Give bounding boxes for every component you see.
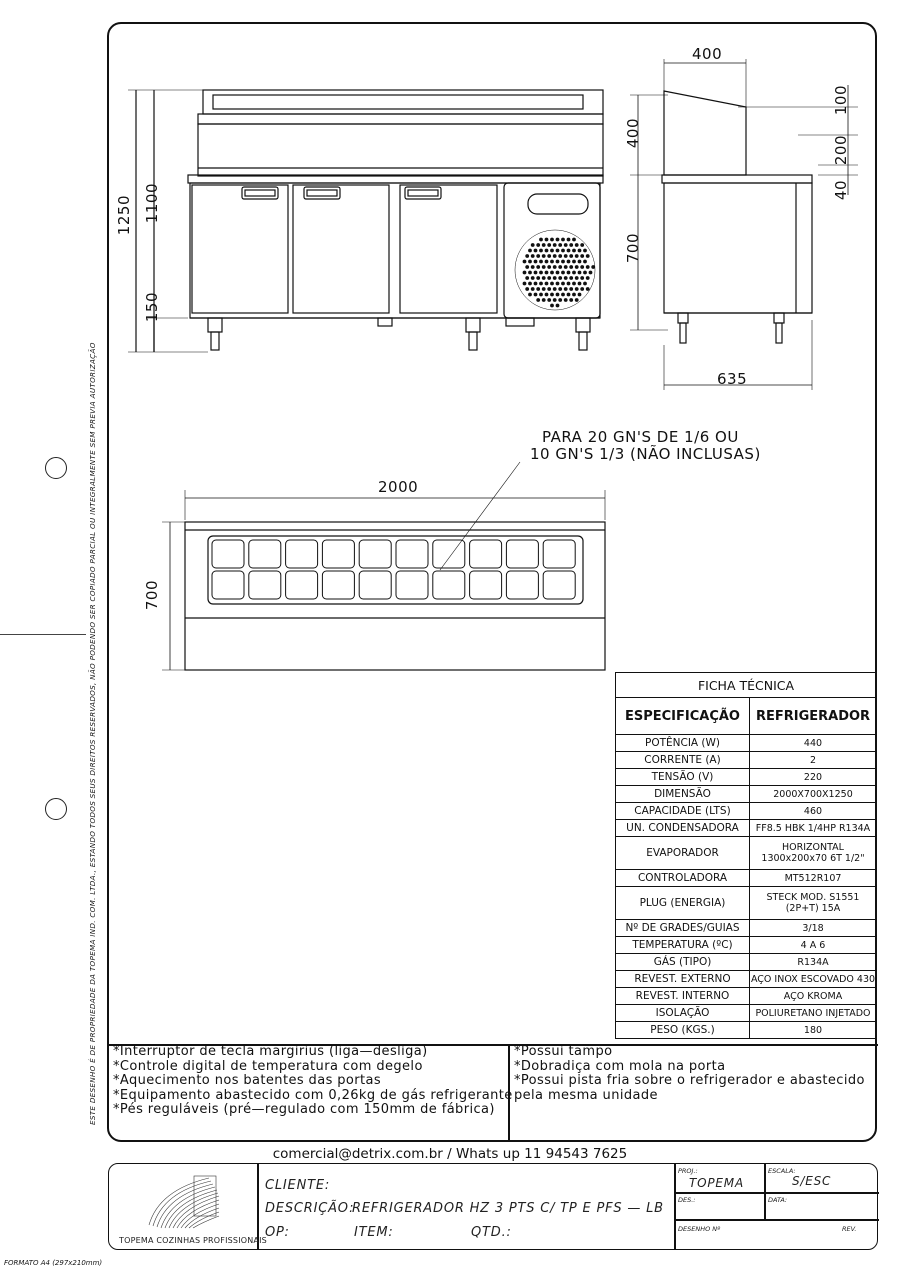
format-label: FORMATO A4 (297x210mm) <box>4 1259 103 1267</box>
spec-row <box>616 769 877 786</box>
grille-hole <box>580 254 584 258</box>
grille-hole <box>556 293 560 297</box>
spec-row-value: 180 <box>750 1022 877 1039</box>
spec-row-label: POTÊNCIA (W) <box>616 735 750 752</box>
grille-hole <box>558 254 562 258</box>
spec-row-value: 2000X700X1250 <box>750 786 877 803</box>
note-line: *Controle digital de temperatura com degelo <box>113 1058 423 1074</box>
gn-pan-slot <box>286 571 318 599</box>
spec-row-value: AÇO KROMA <box>750 988 877 1005</box>
grille-hole <box>556 304 560 308</box>
grille-hole <box>528 282 532 286</box>
grille-hole <box>586 287 590 291</box>
grille-hole <box>539 271 543 275</box>
spec-row <box>616 1005 877 1022</box>
grille-hole <box>556 249 560 253</box>
spec-row-label: REVEST. INTERNO <box>616 988 750 1005</box>
grille-hole <box>591 265 595 269</box>
spec-col-spec: ESPECIFICAÇÃO <box>616 698 750 735</box>
grille-hole <box>561 282 565 286</box>
gn-pan-slot <box>322 540 354 568</box>
grille-hole <box>547 243 551 247</box>
spec-title: FICHA TÉCNICA <box>616 673 877 698</box>
spec-row-value: HORIZONTAL 1300x200x70 6T 1/2" <box>750 837 877 870</box>
grille-hole <box>564 276 568 280</box>
gn-pan-slot <box>396 571 428 599</box>
company-name: TOPEMA COZINHAS PROFISSIONAIS <box>119 1236 267 1245</box>
grille-hole <box>580 287 584 291</box>
grille-hole <box>536 265 540 269</box>
op-label: OP: <box>265 1225 290 1240</box>
grille-hole <box>545 249 549 253</box>
spec-row-label: PLUG (ENERGIA) <box>616 887 750 920</box>
grille-hole <box>525 265 529 269</box>
grille-hole <box>545 293 549 297</box>
gn-pan-slot <box>470 540 502 568</box>
front-view-drawing <box>108 60 618 360</box>
grille-hole <box>567 249 571 253</box>
grille-hole <box>567 238 571 242</box>
grille-hole <box>558 276 562 280</box>
dim-side-depth-total: 635 <box>717 370 748 388</box>
spec-row <box>616 735 877 752</box>
grille-hole <box>525 287 529 291</box>
descricao-value: REFRIGERADOR HZ 3 PTS C/ TP E PFS — LB <box>352 1201 664 1216</box>
grille-hole <box>578 282 582 286</box>
callout-line2: 10 GN'S 1/3 (NÃO INCLUSAS) <box>530 445 761 463</box>
grille-hole <box>561 293 565 297</box>
note-line: *Aquecimento nos batentes das portas <box>113 1073 382 1088</box>
spec-row-value: 460 <box>750 803 877 820</box>
spec-row-value: 2 <box>750 752 877 769</box>
spec-row-label: EVAPORADOR <box>616 837 750 870</box>
grille-hole <box>525 276 529 280</box>
grille-hole <box>542 298 546 302</box>
grille-hole <box>531 287 535 291</box>
grille-hole <box>525 254 529 258</box>
note-line: *Pés reguláveis (pré—regulado com 150mm de fábrica) <box>113 1102 495 1117</box>
rev-label: REV. <box>842 1225 857 1233</box>
spec-row <box>616 786 877 803</box>
spec-row <box>616 752 877 769</box>
gn-pan-slot <box>543 571 575 599</box>
dim-total-height: 1250 <box>115 195 133 236</box>
grille-hole <box>523 282 527 286</box>
grille-hole <box>583 260 587 264</box>
spec-row-label: CAPACIDADE (LTS) <box>616 803 750 820</box>
grille-hole <box>583 249 587 253</box>
gn-pan-slot <box>359 571 391 599</box>
gn-pan-slot <box>506 571 538 599</box>
grille-hole <box>580 276 584 280</box>
grille-hole <box>550 238 554 242</box>
note-line: pela mesma unidade <box>514 1087 658 1103</box>
gn-pan-slot <box>433 571 465 599</box>
grille-hole <box>553 265 557 269</box>
grille-hole <box>569 298 573 302</box>
desenho-label: DESENHO Nº <box>678 1225 721 1233</box>
gn-pan-slot <box>212 540 244 568</box>
grille-hole <box>534 249 538 253</box>
grille-hole <box>528 249 532 253</box>
note-line: *Possui tampo <box>514 1044 613 1059</box>
proj-value: TOPEMA <box>689 1176 744 1190</box>
grille-hole <box>558 287 562 291</box>
grille-hole <box>572 293 576 297</box>
grille-hole <box>589 271 593 275</box>
grille-hole <box>567 271 571 275</box>
grille-hole <box>572 282 576 286</box>
grille-hole <box>558 298 562 302</box>
spec-row-label: UN. CONDENSADORA <box>616 820 750 837</box>
grille-hole <box>528 293 532 297</box>
grille-hole <box>550 304 554 308</box>
grille-hole <box>564 254 568 258</box>
gn-pan-slot <box>433 540 465 568</box>
grille-hole <box>561 238 565 242</box>
dim-foot-height: 150 <box>143 292 161 323</box>
dim-side-hood-base: 40 <box>832 180 850 201</box>
grille-hole <box>556 282 560 286</box>
grille-hole <box>550 249 554 253</box>
note-line: *Interruptor de tecla margirius (liga—desliga) <box>113 1044 428 1059</box>
spec-row-value: MT512R107 <box>750 870 877 887</box>
cliente-label: CLIENTE: <box>265 1178 331 1193</box>
grille-hole <box>572 238 576 242</box>
grille-hole <box>523 260 527 264</box>
fold-mark <box>0 634 86 635</box>
spec-row-label: GÁS (TIPO) <box>616 954 750 971</box>
gn-pan-slot <box>359 540 391 568</box>
spec-row-value: AÇO INOX ESCOVADO 430 <box>750 971 877 988</box>
grille-hole <box>545 238 549 242</box>
side-view-drawing <box>618 55 868 395</box>
grille-hole <box>575 287 579 291</box>
grille-hole <box>531 243 535 247</box>
note-line: *Possui pista fria sobre o refrigerador e abastecido <box>514 1073 865 1088</box>
contact-line: comercial@detrix.com.br / Whats up 11 94543 7625 <box>272 1146 628 1162</box>
grille-hole <box>564 265 568 269</box>
gn-pan-slot <box>543 540 575 568</box>
grille-hole <box>536 298 540 302</box>
spec-row <box>616 1022 877 1039</box>
grille-hole <box>561 249 565 253</box>
spec-row <box>616 920 877 937</box>
grille-hole <box>550 271 554 275</box>
grille-hole <box>542 265 546 269</box>
grille-hole <box>536 287 540 291</box>
grille-hole <box>539 282 543 286</box>
spec-row <box>616 820 877 837</box>
grille-hole <box>569 243 573 247</box>
spec-row <box>616 887 877 920</box>
spec-row <box>616 837 877 870</box>
grille-hole <box>542 254 546 258</box>
spec-row-label: CONTROLADORA <box>616 870 750 887</box>
company-logo <box>139 1170 229 1232</box>
binder-hole-bottom <box>45 798 67 820</box>
spec-table <box>615 672 877 1039</box>
spec-row <box>616 988 877 1005</box>
spec-row-value: 4 A 6 <box>750 937 877 954</box>
grille-hole <box>567 293 571 297</box>
grille-hole <box>553 287 557 291</box>
grille-hole <box>542 276 546 280</box>
grille-hole <box>547 287 551 291</box>
grille-hole <box>531 265 535 269</box>
spec-row-value: 3/18 <box>750 920 877 937</box>
spec-row <box>616 937 877 954</box>
spec-row-label: REVEST. EXTERNO <box>616 971 750 988</box>
grille-hole <box>580 243 584 247</box>
notes-left <box>113 1045 513 1142</box>
spec-row <box>616 971 877 988</box>
grille-hole <box>572 249 576 253</box>
grille-hole <box>578 271 582 275</box>
grille-hole <box>545 282 549 286</box>
spec-row <box>616 954 877 971</box>
grille-hole <box>550 260 554 264</box>
grille-hole <box>547 265 551 269</box>
grille-hole <box>575 265 579 269</box>
grille-hole <box>547 254 551 258</box>
grille-hole <box>575 298 579 302</box>
grille-hole <box>553 276 557 280</box>
grille-hole <box>553 243 557 247</box>
grille-hole <box>583 271 587 275</box>
grille-hole <box>561 271 565 275</box>
spec-row-value: POLIURETANO INJETADO <box>750 1005 877 1022</box>
grille-hole <box>539 249 543 253</box>
data-label: DATA: <box>768 1196 788 1204</box>
grille-hole <box>528 271 532 275</box>
grille-hole <box>539 260 543 264</box>
notes-right <box>514 1045 865 1142</box>
grille-hole <box>575 254 579 258</box>
gn-pan-slot <box>396 540 428 568</box>
escala-value: S/ESC <box>792 1174 832 1188</box>
grille-hole <box>534 260 538 264</box>
spec-row-value: 220 <box>750 769 877 786</box>
spec-row-label: TENSÃO (V) <box>616 769 750 786</box>
grille-hole <box>561 260 565 264</box>
grille-hole <box>569 287 573 291</box>
grille-hole <box>556 238 560 242</box>
note-line: *Dobradiça com mola na porta <box>514 1058 726 1074</box>
grille-hole <box>572 271 576 275</box>
grille-hole <box>550 293 554 297</box>
grille-hole <box>586 254 590 258</box>
grille-hole <box>531 276 535 280</box>
gn-pan-slot <box>322 571 354 599</box>
grille-hole <box>547 298 551 302</box>
grille-hole <box>534 271 538 275</box>
grille-hole <box>542 287 546 291</box>
grille-hole <box>550 282 554 286</box>
dim-side-upper-height: 400 <box>624 118 642 149</box>
spec-row-label: Nº DE GRADES/GUIAS <box>616 920 750 937</box>
grille-hole <box>569 254 573 258</box>
grille-hole <box>583 282 587 286</box>
grille-hole <box>558 243 562 247</box>
grille-hole <box>534 293 538 297</box>
grille-hole <box>578 249 582 253</box>
grille-hole <box>569 265 573 269</box>
gn-pan-slot <box>249 571 281 599</box>
grille-hole <box>536 254 540 258</box>
grille-hole <box>569 276 573 280</box>
note-line: *Equipamento abastecido com 0,26kg de gás refrigerante <box>113 1087 513 1103</box>
spec-row <box>616 803 877 820</box>
grille-hole <box>564 298 568 302</box>
spec-row-value: 440 <box>750 735 877 752</box>
grille-hole <box>534 282 538 286</box>
gn-pan-slot <box>286 540 318 568</box>
spec-row-label: ISOLAÇÃO <box>616 1005 750 1022</box>
spec-row-label: TEMPERATURA (ºC) <box>616 937 750 954</box>
grille-hole <box>547 276 551 280</box>
grille-hole <box>564 243 568 247</box>
grille-hole <box>572 260 576 264</box>
grille-hole <box>556 271 560 275</box>
grille-hole <box>545 271 549 275</box>
grille-hole <box>528 260 532 264</box>
item-label: ITEM: <box>354 1225 394 1240</box>
dim-top-width: 2000 <box>378 478 419 496</box>
proj-label: PROJ.: <box>678 1167 698 1175</box>
grille-hole <box>575 276 579 280</box>
grille-hole <box>531 254 535 258</box>
descricao-label: DESCRIÇÃO: <box>265 1201 355 1216</box>
grille-hole <box>578 293 582 297</box>
spec-row-value: FF8.5 HBK 1/4HP R134A <box>750 820 877 837</box>
spec-row <box>616 870 877 887</box>
qtd-label: QTD.: <box>471 1225 512 1240</box>
grille-hole <box>539 238 543 242</box>
title-block <box>108 1163 878 1250</box>
grille-hole <box>586 276 590 280</box>
grille-hole <box>556 260 560 264</box>
dim-side-hood-mid: 200 <box>832 135 850 166</box>
binder-hole-top <box>45 457 67 479</box>
grille-hole <box>523 271 527 275</box>
spec-row-label: PESO (KGS.) <box>616 1022 750 1039</box>
escala-label: ESCALA: <box>768 1167 796 1175</box>
grille-hole <box>567 260 571 264</box>
grille-hole <box>545 260 549 264</box>
grille-hole <box>542 243 546 247</box>
grille-hole <box>536 276 540 280</box>
dim-top-depth: 700 <box>143 580 161 611</box>
callout-line1: PARA 20 GN'S DE 1/6 OU <box>542 428 739 446</box>
spec-row-label: DIMENSÃO <box>616 786 750 803</box>
dim-side-depth-top: 400 <box>692 45 723 63</box>
grille-hole <box>553 254 557 258</box>
gn-pan-slot <box>249 540 281 568</box>
spec-col-product: REFRIGERADOR <box>750 698 877 735</box>
gn-pan-slot <box>212 571 244 599</box>
grille-hole <box>567 282 571 286</box>
grille-hole <box>564 287 568 291</box>
dim-side-cabinet-height: 700 <box>624 233 642 264</box>
gn-pan-slot <box>506 540 538 568</box>
grille-hole <box>578 260 582 264</box>
grille-hole <box>539 293 543 297</box>
gn-pan-slot <box>470 571 502 599</box>
grille-hole <box>536 243 540 247</box>
spec-row-value: R134A <box>750 954 877 971</box>
grille-hole <box>586 265 590 269</box>
spec-row-label: CORRENTE (A) <box>616 752 750 769</box>
dim-side-hood-top: 100 <box>832 85 850 116</box>
grille-hole <box>575 243 579 247</box>
grille-hole <box>553 298 557 302</box>
grille-hole <box>558 265 562 269</box>
legal-notice: ESTE DESENHO É DE PROPRIEDADE DA TOPEMA IND. COM. LTDA., ESTANDO TODOS SEUS DIREITOS RESERVADOS, NÃO PODENDO SER COPIADO PARCIAL OU INTEGRALMENTE SEM PREVIA AUTORIZAÇÃO <box>88 342 97 1125</box>
spec-row-value: STECK MOD. S1551 (2P+T) 15A <box>750 887 877 920</box>
dim-body-height: 1100 <box>143 183 161 224</box>
des-label: DES.: <box>678 1196 696 1204</box>
grille-hole <box>580 265 584 269</box>
